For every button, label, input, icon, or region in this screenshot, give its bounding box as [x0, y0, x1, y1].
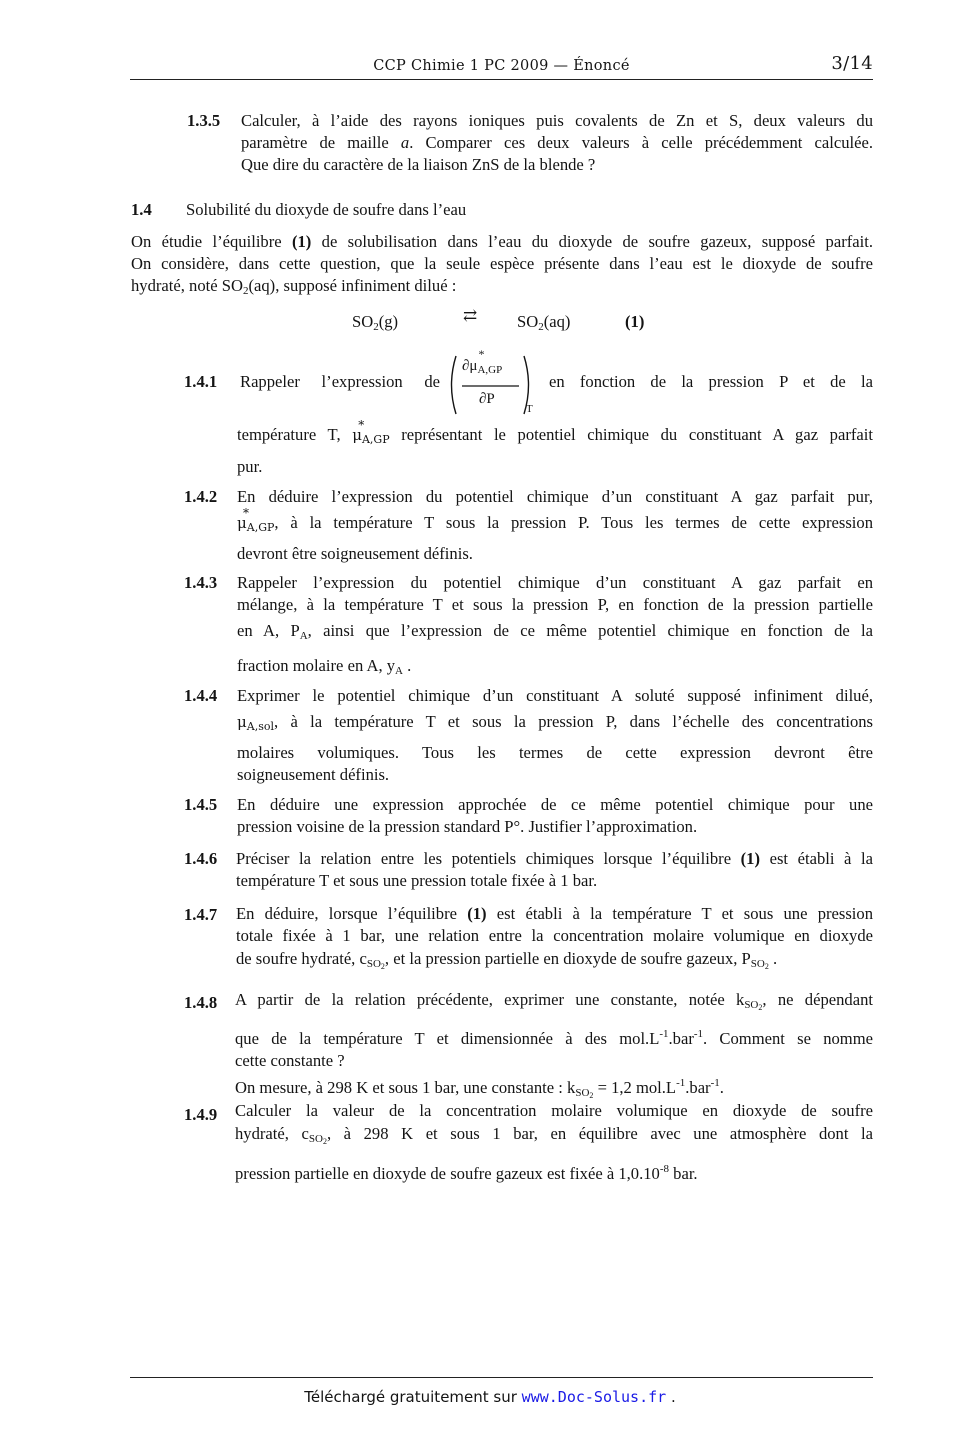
- section-intro: [131, 231, 873, 302]
- text-line: pression voisine de la pression standard P°. Justifier l’approximation.: [237, 817, 698, 836]
- text-line: On mesure, à 298 K et sous 1 bar, une constante : $k_{SO2} = 1,2$ $mol.L^{-1}.bar^{-1}$.: [235, 1077, 724, 1100]
- text-line: paramètre de maille a. Comparer ces deux valeurs à celle précédemment calculée.: [241, 133, 874, 152]
- text-line: pression partielle en dioxyde de soufre gazeux est fixée à $1,0.10^{-8}$ bar.: [235, 1163, 698, 1183]
- text-line: En déduire une expression approchée de ce même potentiel chimique pour une: [237, 795, 873, 814]
- text-line: devront être soigneusement définis.: [237, 544, 473, 563]
- question-number: 1.4.1: [184, 372, 218, 391]
- text-line: μ * $_{A,GP}$, à la température T sous la pression P. Tous les termes de cette expression: [237, 506, 873, 534]
- question-1-3-5: [241, 110, 873, 176]
- equation-left: $SO_2(g)$: [352, 312, 399, 333]
- text-line: hydraté, noté $SO_2(aq)$, supposé infiniment dilué :: [131, 276, 457, 297]
- text-line: hydraté, $c_{SO2}$, à 298 K et sous 1 bar, en équilibre avec une atmosphère dont la: [235, 1124, 874, 1146]
- text-line: On étudie l’équilibre (1) de solubilisation dans l’eau du dioxyde de soufre gazeux, supposé parfait.: [131, 232, 873, 251]
- section-title: Solubilité du dioxyde de soufre dans l’eau: [186, 200, 467, 219]
- page-number: 3/14: [831, 53, 873, 74]
- text-line: soigneusement définis.: [237, 765, 390, 784]
- derivative-denominator: ∂P: [479, 391, 495, 407]
- text-line: Exprimer le potentiel chimique d’un constituant A soluté supposé infiniment dilué,: [237, 686, 873, 705]
- text-line: $\mu_{A,sol}$, à la température T et sous la pression P, dans l’échelle des concentrations: [237, 712, 873, 733]
- text-line: Calculer la valeur de la concentration molaire volumique en dioxyde de soufre: [235, 1101, 873, 1120]
- text-line: totale fixée à 1 bar, une relation entre la concentration molaire volumique en dioxyde: [236, 926, 873, 945]
- text-line: température T et sous une pression totale fixée à 1 bar.: [236, 871, 598, 890]
- text-line: cette constante ?: [235, 1051, 345, 1070]
- text-line: mélange, à la température T et sous la pression P, en fonction de la pression partielle: [237, 595, 873, 614]
- question-number: 1.4.8: [184, 993, 218, 1012]
- question-number: 1.4.4: [184, 686, 218, 705]
- question-number: 1.4.7: [184, 905, 218, 924]
- question-1-4-7: [236, 903, 873, 978]
- text-line: Rappeler l’expression de: [240, 372, 440, 391]
- question-1-4-8: [235, 989, 873, 1107]
- question-number: 1.4.6: [184, 849, 218, 868]
- page-header: [130, 53, 873, 78]
- question-1-4-4: [237, 685, 873, 786]
- equation-label: (1): [625, 312, 645, 331]
- text-line: Préciser la relation entre les potentiels chimiques lorsque l’équilibre (1) est établi à la: [236, 849, 873, 868]
- question-number: 1.4.9: [184, 1105, 218, 1124]
- footer-end: .: [666, 1388, 676, 1406]
- footer-text: Téléchargé gratuitement sur: [304, 1388, 522, 1406]
- question-1-4-1-cont: [237, 418, 873, 478]
- question-number: 1.4.5: [184, 795, 218, 814]
- text-line: En déduire l’expression du potentiel chimique d’un constituant A gaz parfait pur,: [237, 487, 873, 506]
- header-rule: [130, 79, 873, 80]
- footer-rule: [130, 1377, 873, 1378]
- text-line: en fonction de la pression P et de la: [549, 372, 873, 391]
- question-number: 1.4.3: [184, 573, 218, 592]
- text-line: A partir de la relation précédente, exprimer une constante, notée $k_{SO2}$, ne dépendant: [235, 990, 873, 1012]
- question-number: 1.4.2: [184, 487, 218, 506]
- question-1-4-9: [235, 1100, 873, 1185]
- text-line: En déduire, lorsque l’équilibre (1) est établi à la température T et sous une pression: [236, 904, 873, 923]
- text-line: en A, $P_A$, ainsi que l’expression de ce même potentiel chimique en fonction de la: [237, 621, 873, 642]
- text-line: température T, μ * $_{A,GP}$ représentant le potentiel chimique du constituant A gaz parfait: [237, 418, 873, 446]
- section-number: 1.4: [131, 200, 152, 219]
- question-number: 1.3.5: [187, 111, 221, 130]
- text-line: On considère, dans cette question, que la seule espèce présente dans l’eau est le dioxyde de soufre: [131, 254, 873, 273]
- page-footer: [0, 1388, 980, 1406]
- question-1-4-2: [237, 486, 873, 565]
- equilibrium-arrows-icon: ⇄: [463, 306, 478, 325]
- question-1-4-6: [236, 848, 873, 892]
- text-line: pur.: [237, 457, 263, 476]
- text-line: molaires volumiques. Tous les termes de cette expression devront être: [237, 743, 873, 762]
- question-1-4-3: [237, 572, 873, 682]
- text-line: que de la température T et dimensionnée à des $mol.L^{-1}.bar^{-1}$. Comment se nomme: [235, 1028, 873, 1048]
- derivative-numerator: ∂μ * $_{A,GP}$: [462, 347, 503, 376]
- footer-link[interactable]: www.Doc-Solus.fr: [521, 1388, 667, 1406]
- header-title: CCP Chimie 1 PC 2009 — Énoncé: [373, 58, 630, 74]
- text-line: Que dire du caractère de la liaison ZnS de la blende ?: [241, 155, 596, 174]
- text-line: Rappeler l’expression du potentiel chimique d’un constituant A gaz parfait en: [237, 573, 873, 592]
- text-line: Calculer, à l’aide des rayons ioniques puis covalents de Zn et S, deux valeurs du: [241, 111, 873, 130]
- derivative-subscript: T: [526, 403, 533, 415]
- equation-right: $SO_2(aq)$: [517, 312, 571, 333]
- question-1-4-5: [237, 794, 873, 838]
- text-line: fraction molaire en A, $y_A$ .: [237, 656, 412, 677]
- text-line: de soufre hydraté, $c_{SO2}$, et la pression partielle en dioxyde de soufre gazeux, $P_{SO2}$ .: [236, 949, 778, 971]
